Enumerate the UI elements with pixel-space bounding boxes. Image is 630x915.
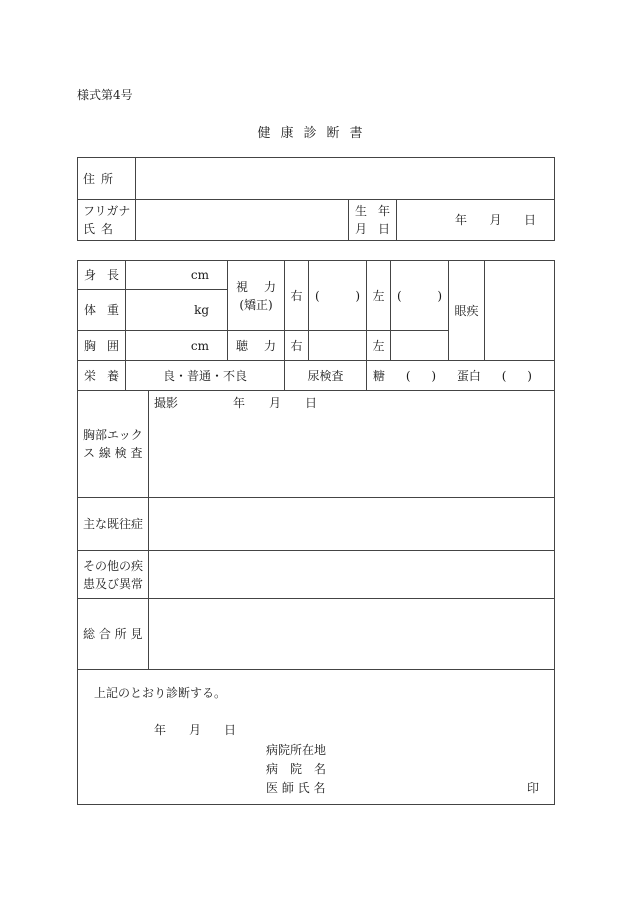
birth-date-field[interactable] xyxy=(397,200,555,241)
seal-label: 印 xyxy=(527,781,540,795)
eye-disease-label: 眼疾 xyxy=(449,261,485,361)
vision-left-paren-close: ) xyxy=(437,288,443,303)
closing-date[interactable] xyxy=(154,721,236,739)
closing-year-label: 年 xyxy=(154,723,167,737)
closing-statement: 上記のとおり診断する。 xyxy=(94,686,227,700)
vision-left-field[interactable] xyxy=(391,261,449,331)
vision-right-paren-open: ( xyxy=(315,288,320,303)
urine-test-field[interactable] xyxy=(367,361,555,391)
chest-label-b: 囲 xyxy=(106,338,119,353)
other-field[interactable] xyxy=(149,551,555,599)
closing-month-label: 月 xyxy=(188,723,201,737)
vision-right-field[interactable] xyxy=(309,261,367,331)
history-field[interactable] xyxy=(149,498,555,551)
vision-left-label: 左 xyxy=(367,261,391,331)
name-label-cell xyxy=(78,200,136,241)
birth-label-d: 日 xyxy=(377,222,390,236)
birth-year-label: 年 xyxy=(455,213,468,227)
birth-label-c: 月 xyxy=(355,222,368,236)
height-label-b: 長 xyxy=(106,268,119,282)
nutrition-label-b: 養 xyxy=(106,368,119,383)
xray-label-line1: 胸部エック xyxy=(83,428,143,442)
name-label-a: 氏 xyxy=(83,222,96,236)
hearing-label-cell xyxy=(228,331,285,361)
chest-label-cell xyxy=(78,331,126,361)
height-field[interactable] xyxy=(126,261,228,290)
birth-label-cell xyxy=(349,200,397,241)
vision-label-b: 力 xyxy=(264,279,277,294)
xray-month-label: 月 xyxy=(269,396,282,410)
sugar-label: 糖 xyxy=(373,368,386,383)
vision-left-paren-open: ( xyxy=(397,288,402,303)
hearing-label-b: 力 xyxy=(264,338,277,353)
vision-right-label: 右 xyxy=(285,261,309,331)
doctor-name-label: 医 師 氏 名 xyxy=(266,781,326,795)
height-label-a: 身 xyxy=(84,268,97,282)
address-label-a: 住 xyxy=(83,171,96,186)
document-title: 健康診断書 xyxy=(257,126,373,141)
address-label-b: 所 xyxy=(100,171,113,186)
hearing-left-label: 左 xyxy=(367,331,391,361)
form-number: 様式第4号 xyxy=(77,88,133,102)
birth-label-a: 生 xyxy=(355,204,368,218)
protein-paren-close: ) xyxy=(527,368,532,383)
weight-field[interactable] xyxy=(126,290,228,331)
height-label-cell xyxy=(78,261,126,290)
birth-label-b: 年 xyxy=(377,204,390,218)
vision-right-paren-close: ) xyxy=(355,288,361,303)
closing-day-label: 日 xyxy=(223,723,236,737)
birth-month-label: 月 xyxy=(489,213,502,227)
protein-paren-open: ( xyxy=(501,368,507,383)
birth-day-label: 日 xyxy=(523,213,536,227)
urine-test-label: 尿検査 xyxy=(285,361,367,391)
vision-label-cell xyxy=(228,261,285,331)
address-label-cell xyxy=(78,158,136,200)
other-label-cell xyxy=(78,551,149,599)
weight-label-a: 体 xyxy=(84,303,97,317)
history-label: 主な既往症 xyxy=(78,498,149,551)
xray-taken-label: 撮影 xyxy=(154,396,179,410)
height-unit: cm xyxy=(190,268,210,282)
hearing-right-label: 右 xyxy=(285,331,309,361)
name-label-b: 名 xyxy=(100,222,113,236)
hearing-right-field[interactable] xyxy=(309,331,367,361)
weight-label-b: 重 xyxy=(106,303,119,317)
name-field[interactable] xyxy=(136,200,349,241)
hospital-address-label: 病院所在地 xyxy=(266,743,327,757)
xray-day-label: 日 xyxy=(304,396,317,410)
overall-label: 総 合 所 見 xyxy=(78,599,149,670)
overall-field[interactable] xyxy=(149,599,555,670)
address-field[interactable] xyxy=(136,158,555,200)
other-label-line2: 患及び異常 xyxy=(83,576,144,591)
weight-label-cell xyxy=(78,290,126,331)
chest-label-a: 胸 xyxy=(84,338,97,353)
vision-label-a: 視 xyxy=(236,279,249,294)
hearing-label-a: 聴 xyxy=(236,338,249,353)
other-label-line1: その他の疾 xyxy=(83,558,144,573)
sugar-paren-close: ) xyxy=(431,368,437,383)
xray-label-cell xyxy=(78,391,149,498)
xray-label-line2: ス 線 検 査 xyxy=(83,446,143,460)
nutrition-label-a: 栄 xyxy=(84,368,97,383)
chest-field[interactable] xyxy=(126,331,228,361)
hearing-left-field[interactable] xyxy=(391,331,449,361)
protein-label: 蛋白 xyxy=(456,368,481,383)
personal-info-table xyxy=(77,157,555,241)
exam-table xyxy=(77,260,555,805)
weight-unit: kg xyxy=(194,303,210,317)
nutrition-label-cell xyxy=(78,361,126,391)
xray-year-label: 年 xyxy=(233,396,246,410)
chest-unit: cm xyxy=(190,338,210,353)
closing-cell xyxy=(78,670,555,805)
nutrition-options[interactable]: 良・普通・不良 xyxy=(126,361,285,391)
furigana-label: フリガナ xyxy=(83,204,131,218)
eye-disease-field[interactable] xyxy=(485,261,555,361)
sugar-paren-open: ( xyxy=(405,368,411,383)
vision-corrected-note: (矯正) xyxy=(239,297,273,312)
xray-field[interactable] xyxy=(149,391,555,498)
hospital-name-label: 病 院 名 xyxy=(266,762,327,776)
